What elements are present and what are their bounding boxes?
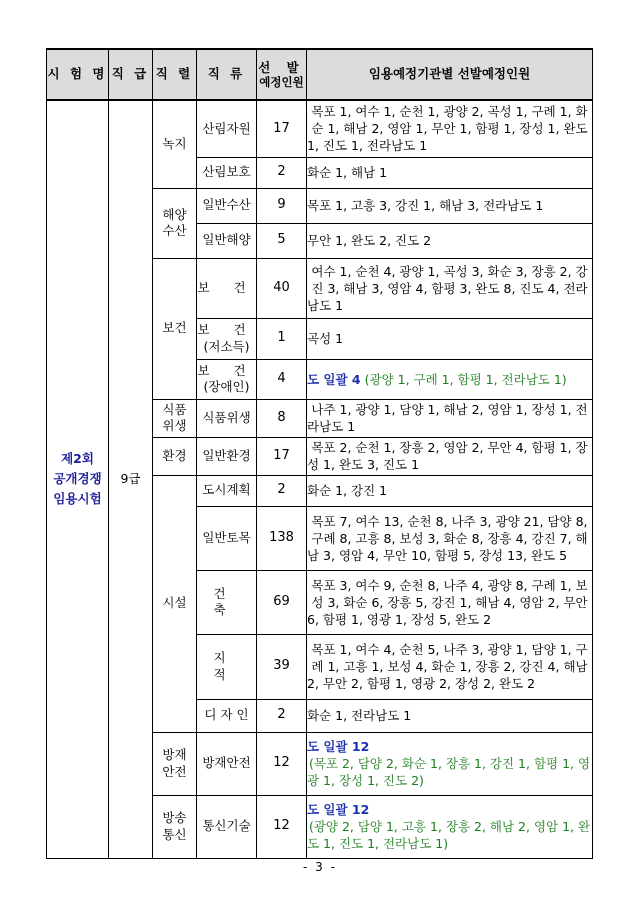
- exam-name-line: 제2회: [61, 451, 94, 467]
- series-disaster-line: 방재: [162, 747, 187, 762]
- series-fisheries-line: 해양: [162, 206, 187, 222]
- table-header-row: [47, 49, 593, 100]
- category-line: (장애인): [203, 379, 250, 394]
- count-cell: 2: [257, 699, 307, 732]
- category-line: 보 건: [197, 322, 256, 337]
- category-cell: 통신기술: [197, 795, 257, 858]
- count-cell: 12: [257, 795, 307, 858]
- count-cell: 138: [257, 506, 307, 570]
- page-number: - 3 -: [303, 860, 337, 874]
- recruitment-table: [46, 48, 593, 859]
- category-cell: 지 적: [197, 634, 257, 699]
- category-cell: 일반수산: [197, 188, 257, 223]
- count-cell: 5: [257, 223, 307, 258]
- header-series: 직 렬: [153, 49, 197, 100]
- allocation-cell: [307, 732, 593, 795]
- header-allocation: 임용예정기관별 선발예정인원: [307, 49, 593, 100]
- series-broadcast: [153, 795, 197, 858]
- table-row: [47, 100, 593, 157]
- series-disaster: [153, 732, 197, 795]
- allocation-bulk: 도 일괄 12: [307, 802, 370, 817]
- allocation-cell: 화순 1, 해남 1: [307, 157, 593, 188]
- allocation-cell: 목포 1, 여수 1, 순천 1, 광양 2, 곡성 1, 구례 1, 화순 1, 해남 2, 영암 1, 무안 1, 함평 1, 장성 1, 완도 1, 진도 1, 전라남도 1: [307, 100, 593, 157]
- series-broadcast-line: 통신: [162, 826, 187, 842]
- series-health: 보건: [153, 258, 197, 399]
- allocation-detail: (목포 2, 담양 2, 화순 1, 장흥 1, 강진 1, 함평 1, 영광 1, 장성 1, 진도 2): [307, 756, 591, 788]
- series-food-line: 식품: [162, 401, 187, 417]
- count-cell: 1: [257, 318, 307, 359]
- series-environment: 환경: [153, 437, 197, 475]
- category-cell: 일반환경: [197, 437, 257, 475]
- category-cell: 디 자 인: [197, 699, 257, 732]
- allocation-cell: [307, 795, 593, 858]
- allocation-cell: 무안 1, 완도 2, 진도 2: [307, 223, 593, 258]
- series-food: [153, 399, 197, 437]
- header-category: 직 류: [197, 49, 257, 100]
- count-cell: 17: [257, 100, 307, 157]
- category-cell: 산림자원: [197, 100, 257, 157]
- category-cell: 산림보호: [197, 157, 257, 188]
- header-selection: [257, 49, 307, 100]
- category-line: (저소득): [203, 338, 250, 354]
- exam-name-line: 임용시험: [53, 491, 102, 507]
- category-cell: 식품위생: [197, 399, 257, 437]
- series-broadcast-line: 방송: [162, 810, 187, 825]
- category-cell: 건 축: [197, 570, 257, 634]
- count-cell: 40: [257, 258, 307, 318]
- exam-name-cell: [47, 100, 109, 858]
- series-forestry: 녹지: [153, 100, 197, 188]
- allocation-cell: [307, 359, 593, 399]
- series-facility: 시설: [153, 475, 197, 732]
- category-cell: 도시계획: [197, 475, 257, 506]
- header-grade: 직 급: [109, 49, 153, 100]
- category-cell: 방재안전: [197, 732, 257, 795]
- count-cell: 39: [257, 634, 307, 699]
- count-cell: 9: [257, 188, 307, 223]
- category-cell: [197, 318, 257, 359]
- header-exam: 시 험 명: [47, 49, 109, 100]
- allocation-cell: 목포 7, 여수 13, 순천 8, 나주 3, 광양 21, 담양 8, 구례 8, 고흥 8, 보성 3, 화순 8, 장흥 4, 강진 7, 해남 3, 영암 4, 무안 10, 함평 5, 장성 13, 완도 5: [307, 506, 593, 570]
- series-fisheries-line: 수산: [162, 223, 187, 238]
- category-cell: 보 건: [197, 258, 257, 318]
- count-cell: 12: [257, 732, 307, 795]
- allocation-cell: 화순 1, 강진 1: [307, 475, 593, 506]
- category-cell: 일반토목: [197, 506, 257, 570]
- count-cell: 69: [257, 570, 307, 634]
- exam-name-line: 공개경쟁: [53, 471, 102, 487]
- allocation-cell: 화순 1, 전라남도 1: [307, 699, 593, 732]
- series-food-line: 위생: [162, 418, 187, 433]
- category-cell: 일반해양: [197, 223, 257, 258]
- allocation-bulk: 도 일괄 12: [307, 739, 370, 754]
- header-selection-line2: 예정인원: [259, 74, 304, 89]
- allocation-cell: 나주 1, 광양 1, 담양 1, 해남 2, 영암 1, 장성 1, 전라남도 1: [307, 399, 593, 437]
- allocation-cell: 목포 1, 여수 4, 순천 5, 나주 3, 광양 1, 담양 1, 구례 1, 고흥 1, 보성 4, 화순 1, 장흥 2, 강진 4, 해남 2, 무안 2, 함평 1, 영광 2, 장성 2, 완도 2: [307, 634, 593, 699]
- header-selection-line1: 선 발: [258, 59, 305, 75]
- series-disaster-line: 안전: [162, 763, 187, 779]
- count-cell: 4: [257, 359, 307, 399]
- category-cell: [197, 359, 257, 399]
- count-cell: 2: [257, 475, 307, 506]
- allocation-detail: (광양 1, 구례 1, 함평 1, 전라남도 1): [360, 371, 567, 387]
- allocation-cell: 여수 1, 순천 4, 광양 1, 곡성 3, 화순 3, 장흥 2, 강진 3, 해남 3, 영암 4, 함평 3, 완도 8, 진도 4, 전라남도 1: [307, 258, 593, 318]
- allocation-cell: 목포 2, 순천 1, 장흥 2, 영암 2, 무안 4, 함평 1, 장성 1, 완도 3, 진도 1: [307, 437, 593, 475]
- allocation-bulk: 도 일괄 4: [307, 371, 361, 387]
- count-cell: 2: [257, 157, 307, 188]
- allocation-cell: 목포 1, 고흥 3, 강진 1, 해남 3, 전라남도 1: [307, 188, 593, 223]
- category-line: 보 건: [197, 362, 256, 378]
- allocation-cell: 목포 3, 여수 9, 순천 8, 나주 4, 광양 8, 구례 1, 보성 3, 화순 6, 장흥 5, 강진 1, 해남 4, 영암 2, 무안 6, 함평 1, 영광 1, 장성 5, 완도 2: [307, 570, 593, 634]
- allocation-cell: 곡성 1: [307, 318, 593, 359]
- count-cell: 17: [257, 437, 307, 475]
- count-cell: 8: [257, 399, 307, 437]
- grade-cell: 9급: [109, 100, 153, 858]
- series-fisheries: [153, 188, 197, 258]
- allocation-detail: (광양 2, 담양 1, 고흥 1, 장흥 2, 해남 2, 영암 1, 완도 1, 진도 1, 전라남도 1): [307, 819, 591, 851]
